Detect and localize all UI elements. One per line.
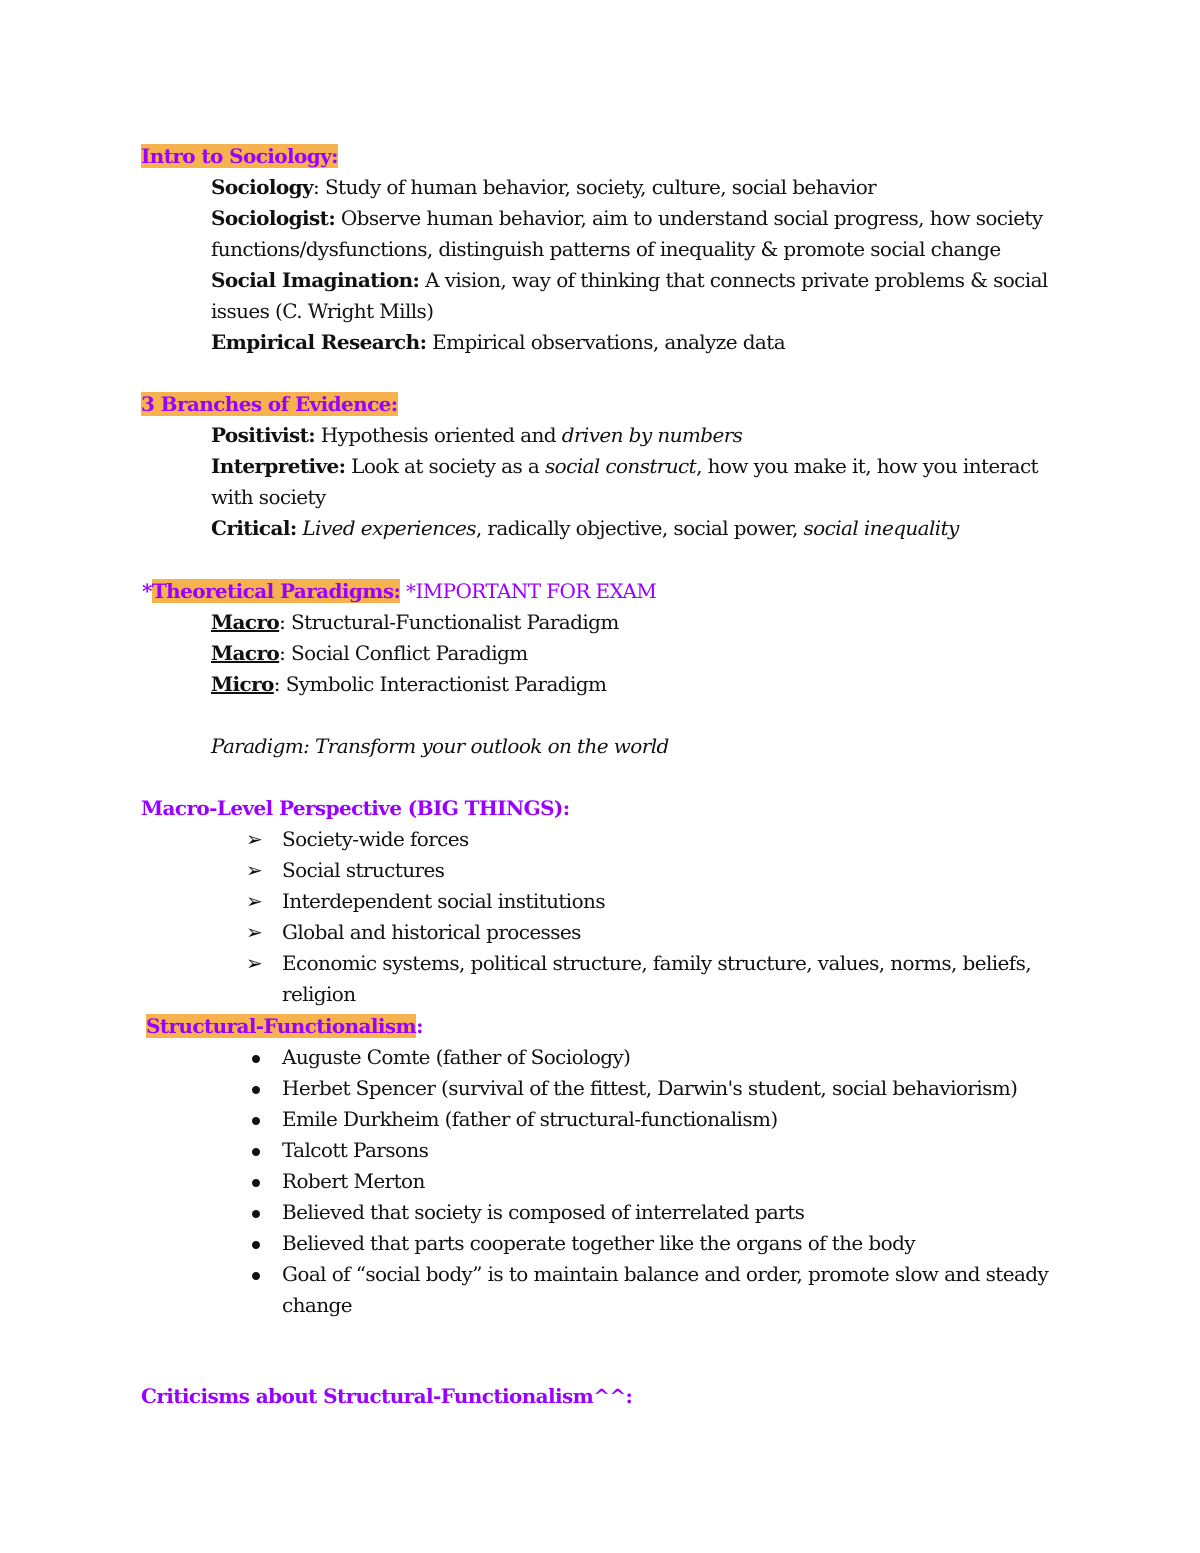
intro-heading-text: Intro to Sociology: — [141, 144, 338, 168]
bullet-dot-icon — [252, 1055, 260, 1063]
criticisms-heading: Criticisms about Structural-Functionalism^^: — [141, 1384, 633, 1408]
list-item: Society-wide forces — [282, 827, 469, 851]
paradigms-star: * — [142, 579, 152, 603]
sociologist-term: Sociologist: — [211, 206, 336, 230]
sociologist-def-2: functions/dysfunctions, distinguish patterns of inequality & promote social change — [211, 237, 1001, 261]
paradigms-heading — [142, 576, 656, 607]
important-note: *IMPORTANT FOR EXAM — [400, 579, 657, 603]
list-item: Goal of “social body” is to maintain balance and order, promote slow and steady — [282, 1262, 1049, 1286]
arrow-bullet-icon: ➢ — [246, 858, 263, 882]
list-item: Social structures — [282, 858, 445, 882]
intro-heading — [141, 141, 338, 172]
branches-heading-text: 3 Branches of Evidence: — [141, 392, 398, 416]
sociology-definition — [211, 172, 876, 203]
critical-term: Critical: — [211, 516, 297, 540]
sociology-term: Sociology — [211, 175, 314, 199]
bullet-dot-icon — [252, 1272, 260, 1280]
interpretive-definition-cont — [211, 482, 326, 513]
list-item: Robert Merton — [282, 1169, 425, 1193]
list-item-cont: change — [282, 1293, 352, 1317]
list-item: Auguste Comte (father of Sociology) — [282, 1045, 631, 1069]
micro-text: : Symbolic Interactionist Paradigm — [273, 672, 607, 696]
empirical-definition — [211, 327, 785, 358]
arrow-bullet-icon: ➢ — [246, 827, 263, 851]
list-item: Believed that parts cooperate together like the organs of the body — [282, 1231, 915, 1255]
macro-label-2: Macro — [211, 641, 280, 665]
sociology-def: : Study of human behavior, society, culture, social behavior — [313, 175, 877, 199]
imagination-term: Social Imagination: — [211, 268, 420, 292]
sociologist-definition-cont — [211, 234, 1001, 265]
interpretive-term: Interpretive: — [211, 454, 346, 478]
bullet-dot-icon — [252, 1210, 260, 1218]
positivist-definition — [211, 420, 742, 451]
macro-paradigm-1 — [211, 607, 619, 638]
imagination-definition — [211, 265, 1048, 296]
paradigm-note: Paradigm: Transform your outlook on the world — [211, 734, 669, 758]
macro-paradigm-2 — [211, 638, 528, 669]
macro-label-1: Macro — [211, 610, 280, 634]
list-item: Talcott Parsons — [282, 1138, 429, 1162]
critical-def: , radically objective, social power, — [475, 516, 804, 540]
structural-heading — [146, 1011, 423, 1042]
bullet-dot-icon — [252, 1117, 260, 1125]
interpretive-definition — [211, 451, 1038, 482]
macro-level-heading: Macro-Level Perspective (BIG THINGS): — [141, 796, 570, 820]
interpretive-def-2: with society — [211, 485, 326, 509]
sociologist-definition — [211, 203, 1043, 234]
interpretive-def-b: , how you make it, how you interact — [696, 454, 1038, 478]
list-item: Herbet Spencer (survival of the fittest, Darwin's student, social behaviorism) — [282, 1076, 1018, 1100]
imagination-def-1: A vision, way of thinking that connects private problems & social — [419, 268, 1048, 292]
list-item: Believed that society is composed of interrelated parts — [282, 1200, 805, 1224]
bullet-dot-icon — [252, 1179, 260, 1187]
structural-heading-text: Structural-Functionalism — [146, 1014, 417, 1038]
bullet-dot-icon — [252, 1148, 260, 1156]
interpretive-italic: social construct — [545, 454, 697, 478]
interpretive-def-a: Look at society as a — [345, 454, 545, 478]
arrow-bullet-icon: ➢ — [246, 951, 263, 975]
imagination-definition-cont — [211, 296, 433, 327]
structural-heading-colon: : — [416, 1014, 423, 1038]
critical-italic-b: social inequality — [803, 516, 959, 540]
branches-heading — [141, 389, 398, 420]
sociologist-def-1: Observe human behavior, aim to understand social progress, how society — [335, 206, 1043, 230]
paradigms-heading-text: Theoretical Paradigms: — [151, 579, 401, 603]
imagination-def-2: issues (C. Wright Mills) — [211, 299, 434, 323]
list-item: Interdependent social institutions — [282, 889, 605, 913]
bullet-dot-icon — [252, 1086, 260, 1094]
empirical-def: Empirical observations, analyze data — [426, 330, 786, 354]
arrow-bullet-icon: ➢ — [246, 920, 263, 944]
list-item-cont: religion — [282, 982, 356, 1006]
positivist-italic: driven by numbers — [561, 423, 743, 447]
arrow-bullet-icon: ➢ — [246, 889, 263, 913]
positivist-term: Positivist: — [211, 423, 316, 447]
list-item: Global and historical processes — [282, 920, 581, 944]
critical-italic-a: Lived experiences — [302, 516, 476, 540]
list-item: Emile Durkheim (father of structural-functionalism) — [282, 1107, 778, 1131]
list-item: Economic systems, political structure, family structure, values, norms, beliefs, — [282, 951, 1031, 975]
positivist-def: Hypothesis oriented and — [315, 423, 562, 447]
critical-definition — [211, 513, 959, 544]
micro-paradigm — [211, 669, 606, 700]
micro-label: Micro — [211, 672, 274, 696]
macro-text-1: : Structural-Functionalist Paradigm — [279, 610, 619, 634]
empirical-term: Empirical Research: — [211, 330, 427, 354]
bullet-dot-icon — [252, 1241, 260, 1249]
macro-text-2: : Social Conflict Paradigm — [279, 641, 528, 665]
